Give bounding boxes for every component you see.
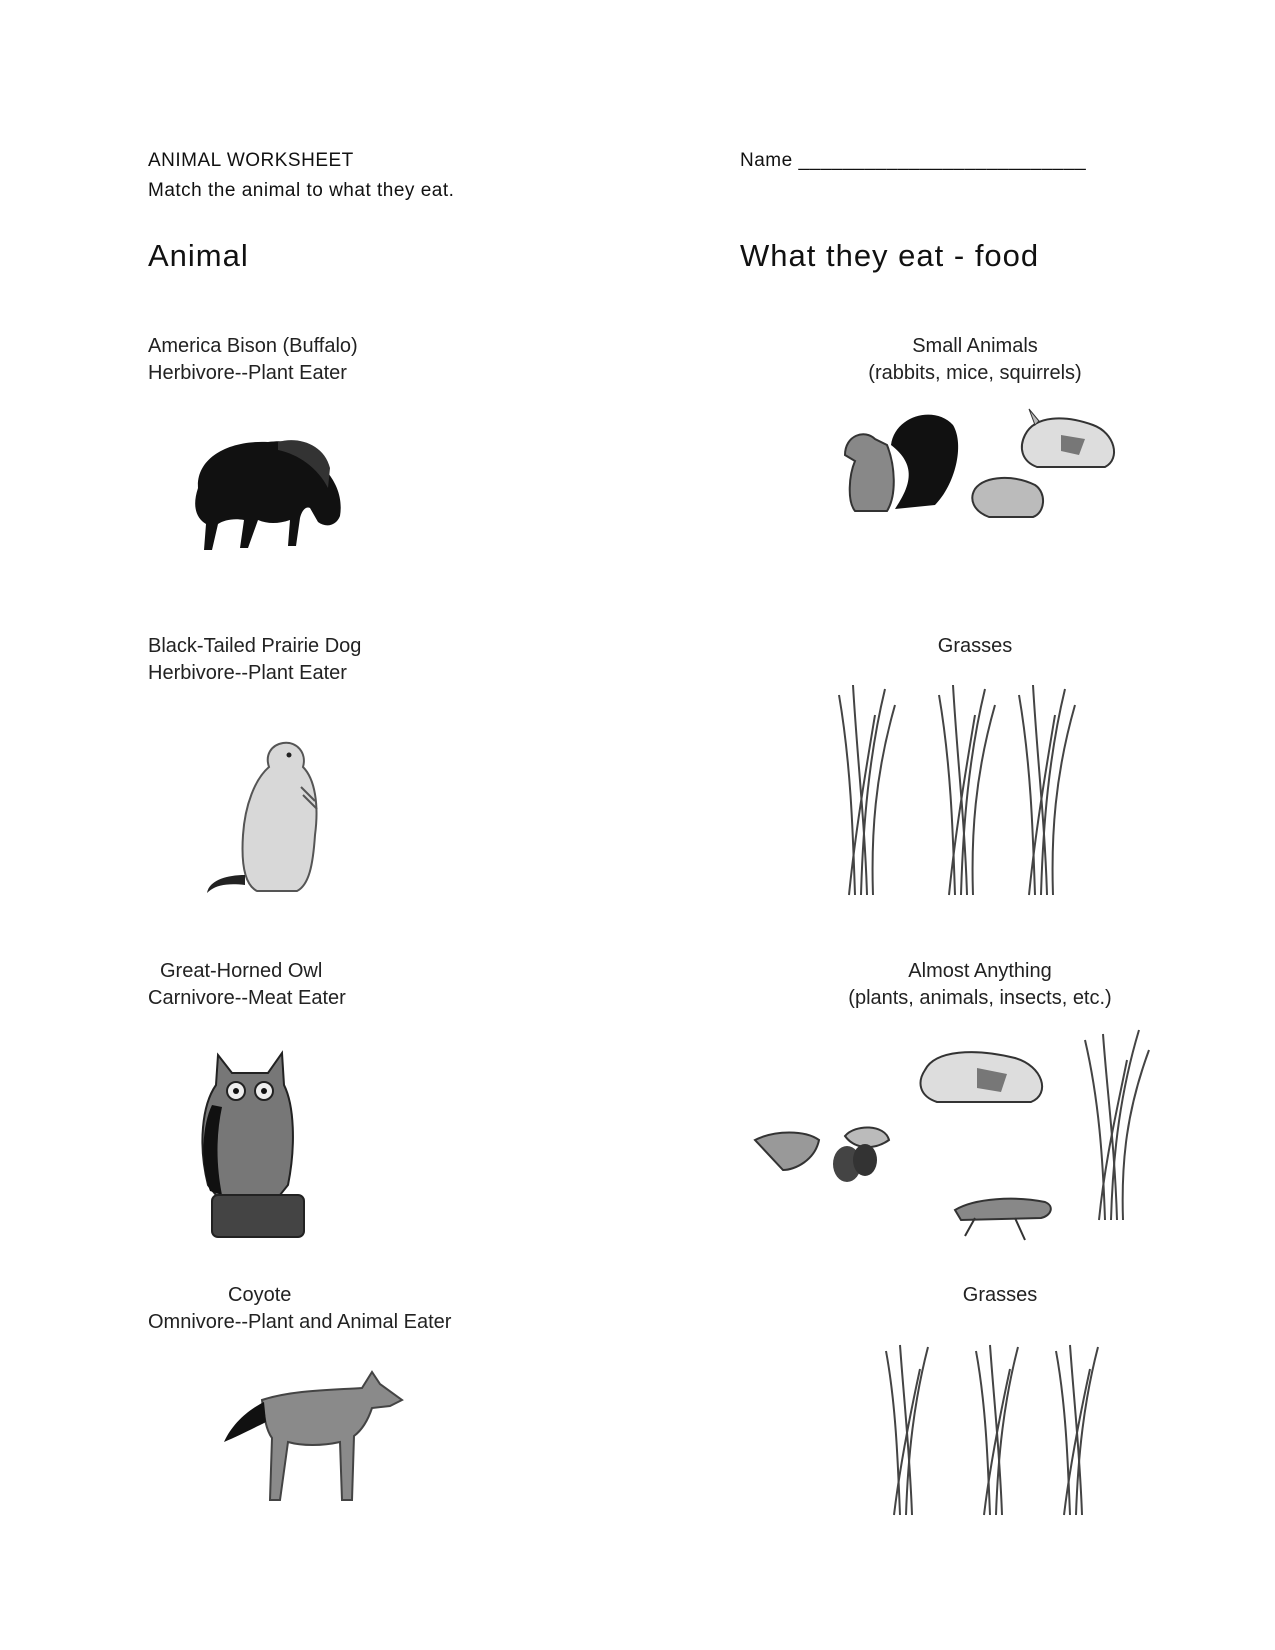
grasses-icon [835, 685, 1105, 900]
food-name: Almost Anything [908, 960, 1052, 982]
owl-icon [188, 1045, 313, 1245]
worksheet-title: ANIMAL WORKSHEET [148, 150, 354, 171]
food-column-title: What they eat - food [740, 238, 1040, 273]
prairie-dog-icon [205, 735, 330, 900]
food-item [860, 1282, 1140, 1309]
animal-diet: Herbivore--Plant Eater [148, 362, 347, 384]
animal-item [148, 958, 346, 1012]
food-item [810, 958, 1150, 1012]
food-item [830, 333, 1120, 387]
food-name: Grasses [937, 635, 1013, 657]
animal-item [148, 633, 361, 687]
animal-diet: Omnivore--Plant and Animal Eater [148, 1311, 452, 1333]
animal-column-title: Animal [148, 238, 249, 273]
animal-name: Coyote [228, 1284, 292, 1306]
animal-name: Black-Tailed Prairie Dog [148, 635, 362, 657]
small-animals-icon [825, 405, 1145, 545]
worksheet-instructions: Match the animal to what they eat. [148, 180, 455, 201]
food-name: Grasses [962, 1284, 1038, 1306]
animal-item [148, 1282, 451, 1336]
animal-name: America Bison (Buffalo) [148, 335, 358, 357]
name-label: Name [740, 150, 793, 171]
coyote-icon [222, 1360, 412, 1510]
almost-anything-icon [755, 1030, 1175, 1260]
food-detail: (plants, animals, insects, etc.) [848, 987, 1112, 1009]
food-name: Small Animals [912, 335, 1038, 357]
name-field [740, 146, 1086, 176]
animal-diet: Herbivore--Plant Eater [148, 662, 347, 684]
name-blank[interactable]: __________________________ [798, 150, 1087, 171]
food-detail: (rabbits, mice, squirrels) [868, 362, 1082, 384]
food-item [830, 633, 1120, 660]
animal-item [148, 333, 358, 387]
animal-name: Great-Horned Owl [160, 960, 323, 982]
animal-diet: Carnivore--Meat Eater [148, 987, 346, 1009]
grasses-icon [880, 1345, 1130, 1520]
bison-icon [178, 428, 353, 568]
